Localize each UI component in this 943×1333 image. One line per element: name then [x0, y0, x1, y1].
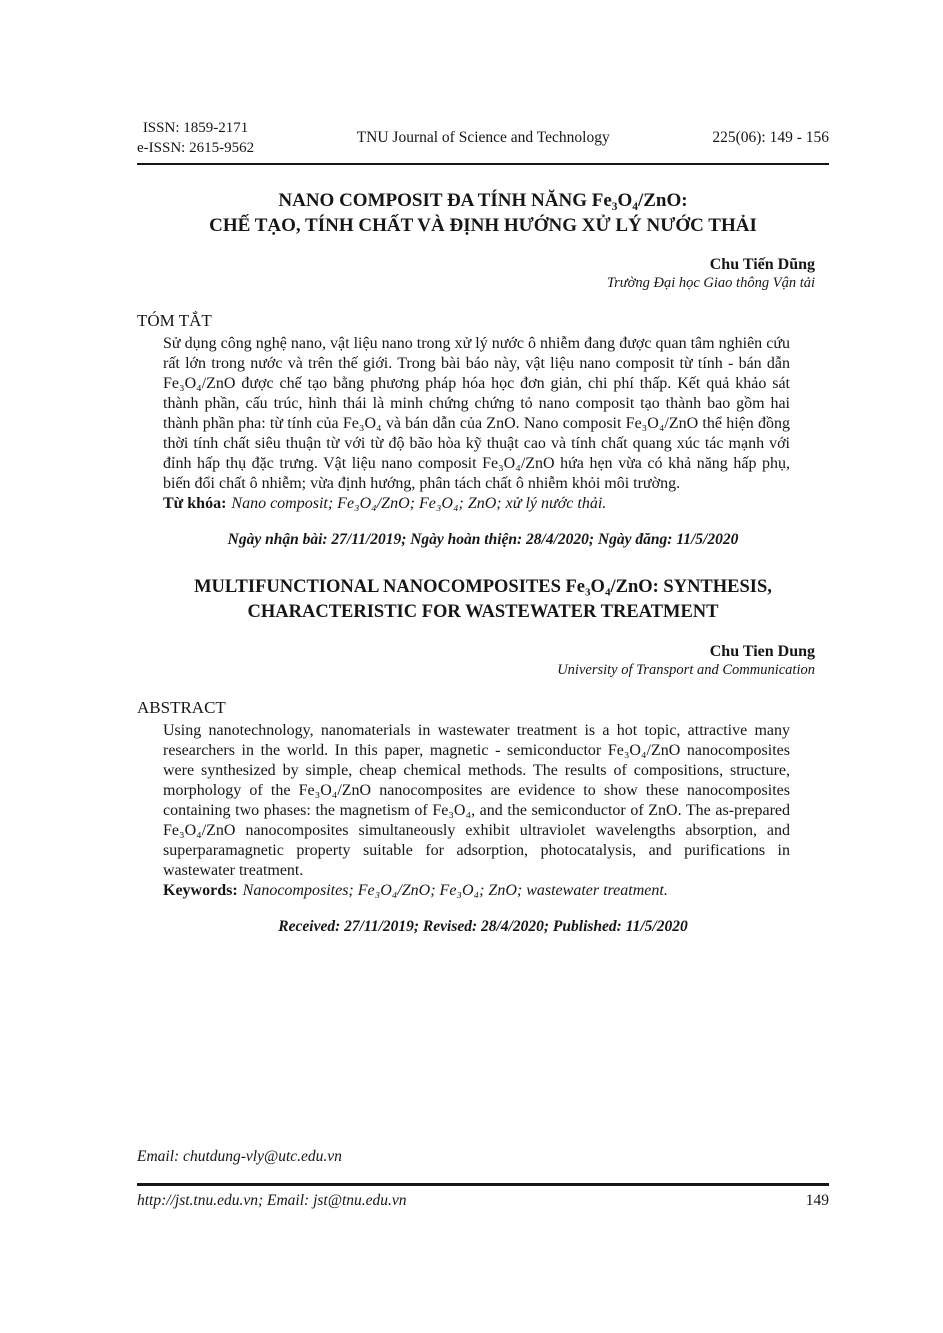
corresponding-email: Email: chutdung-vly@utc.edu.vn — [137, 1148, 342, 1165]
vietnamese-dates-line: Ngày nhận bài: 27/11/2019; Ngày hoàn thiện: 28/4/2020; Ngày đăng: 11/5/2020 — [227, 531, 739, 548]
vietnamese-author-block — [137, 255, 829, 292]
footer-page-number: 149 — [805, 1192, 829, 1209]
vietnamese-title-line1: NANO COMPOSIT ĐA TÍNH NĂNG Fe₃O₄/ZnO: — [278, 190, 688, 211]
english-keywords-text: Nanocomposites; Fe₃O₄/ZnO; Fe₃O₄; ZnO; wastewater treatment. — [242, 882, 668, 899]
vietnamese-author-name: Chu Tiến Dũng — [709, 256, 815, 273]
vietnamese-keywords-line — [163, 494, 790, 514]
vietnamese-abstract-heading: TÓM TẮT — [137, 311, 212, 330]
vietnamese-title-line2: CHẾ TẠO, TÍNH CHẤT VÀ ĐỊNH HƯỚNG XỬ LÝ NƯỚC THẢI — [209, 215, 757, 236]
vietnamese-abstract-body — [163, 334, 790, 514]
english-author-name: Chu Tien Dung — [709, 643, 815, 660]
vietnamese-title — [137, 188, 829, 238]
issn: ISSN: 1859-2171 — [142, 120, 249, 136]
issue-info: 225(06): 149 - 156 — [712, 129, 829, 146]
footer-site-email: http://jst.tnu.edu.vn; Email: jst@tnu.edu.vn — [137, 1192, 407, 1209]
english-title-line1: MULTIFUNCTIONAL NANOCOMPOSITES Fe₃O₄/ZnO: SYNTHESIS, — [194, 577, 772, 597]
vietnamese-keywords-text: Nano composit; Fe₃O₄/ZnO; Fe₃O₄; ZnO; xử lý nước thải. — [231, 495, 607, 512]
issn-block — [137, 118, 254, 158]
english-author-affiliation: University of Transport and Communication — [557, 662, 815, 678]
journal-name: TNU Journal of Science and Technology — [356, 129, 610, 146]
english-title — [137, 575, 829, 625]
english-abstract-text: Using nanotechnology, nanomaterials in wastewater treatment is a hot topic, attractive many researchers in the world. In this paper, magnetic - semiconductor Fe₃O₄/ZnO nanocomposites were synthesized by simple, cheap chemical methods. The results of compositions, structure, morphology of the Fe₃O₄/ZnO nanocomposites are evidence to show these nanocomposites containing two phases: the magnetism of Fe₃O₄, and the semiconductor of ZnO. The as-prepared Fe₃O₄/ZnO nanocomposites simultaneously exhibit ultraviolet wavelengths absorption, and superparamagnetic property suitable for adsorption, photocatalysis, and purifications in wastewater treatment. — [163, 722, 790, 879]
english-dates-line: Received: 27/11/2019; Revised: 28/4/2020; Published: 11/5/2020 — [278, 918, 688, 935]
english-abstract-heading: ABSTRACT — [137, 698, 226, 717]
footer-row — [137, 1192, 829, 1210]
eissn: e-ISSN: 2615-9562 — [137, 140, 255, 156]
journal-header — [137, 118, 829, 165]
english-keywords-line — [163, 881, 790, 901]
english-keywords-label: Keywords: — [163, 882, 238, 899]
footer-divider — [137, 1183, 829, 1186]
english-abstract-body — [163, 721, 790, 901]
vietnamese-author-affiliation: Trường Đại học Giao thông Vận tải — [606, 275, 815, 291]
english-author-block — [137, 642, 829, 679]
english-title-line2: CHARACTERISTIC FOR WASTEWATER TREATMENT — [247, 602, 719, 622]
page-content — [137, 118, 829, 936]
vietnamese-keywords-label: Từ khóa: — [163, 495, 227, 512]
vietnamese-abstract-text: Sử dụng công nghệ nano, vật liệu nano trong xử lý nước ô nhiễm đang được quan tâm nghiên cứu rất lớn trong nước và trên thế giới. Trong bài báo này, vật liệu nano composit từ tính - bán dẫn Fe₃O₄/ZnO được chế tạo bằng phương pháp hóa học đơn giản, chi phí thấp. Kết quả khảo sát thành phần, cấu trúc, hình thái là minh chứng chứng tỏ nano composit tạo thành bao gồm hai thành phần pha: từ tính của Fe₃O₄ và bán dẫn của ZnO. Nano composit Fe₃O₄/ZnO thể hiện đồng thời tính chất siêu thuận từ với từ độ bão hòa kỹ thuật cao và tính chất quang xúc tác mạnh với đỉnh hấp thụ đặc trưng. Vật liệu nano composit Fe₃O₄/ZnO hứa hẹn vừa có khả năng hấp phụ, biến đổi chất ô nhiễm; vừa định hướng, phân tách chất ô nhiễm khỏi môi trường. — [163, 335, 790, 492]
